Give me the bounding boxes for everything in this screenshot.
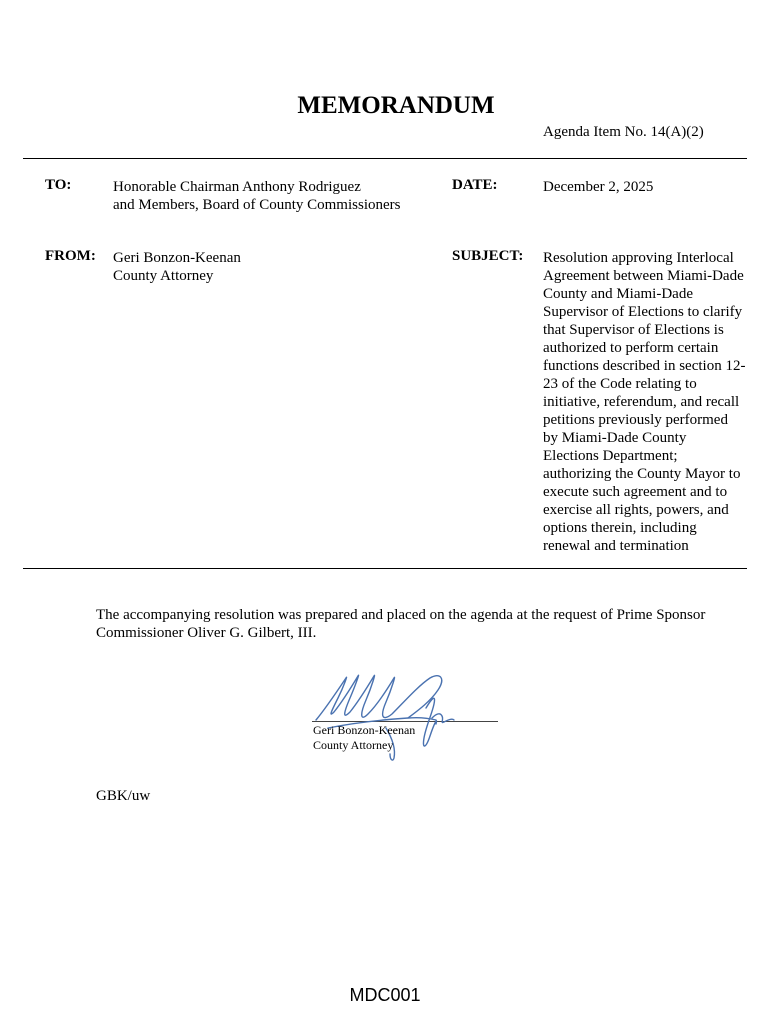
subject-line: exercise all rights, powers, and xyxy=(543,502,729,518)
subject-line: County and Miami-Dade xyxy=(543,286,693,302)
handwritten-signature xyxy=(308,668,468,768)
body-line: The accompanying resolution was prepared and placed on the agenda at the request of Prime Sponsor xyxy=(96,607,706,623)
body-paragraph xyxy=(96,606,705,642)
subject-line: Agreement between Miami-Dade xyxy=(543,268,744,284)
subject-line: petitions previously performed xyxy=(543,412,728,428)
signatory-block xyxy=(313,723,415,753)
subject-line: that Supervisor of Elections is xyxy=(543,322,724,338)
from-line: County Attorney xyxy=(113,268,214,284)
signatory-title: County Attorney xyxy=(313,738,394,752)
document-code: MDC001 xyxy=(349,985,421,1005)
signatory-name: Geri Bonzon-Keenan xyxy=(313,723,416,737)
subject-label: SUBJECT: xyxy=(452,248,524,264)
subject-line: Elections Department; xyxy=(543,448,678,464)
body-line: Commissioner Oliver G. Gilbert, III. xyxy=(96,625,317,641)
memo-title: MEMORANDUM xyxy=(297,92,495,119)
bottom-divider xyxy=(23,568,747,569)
signature-stroke xyxy=(423,698,436,746)
from-value xyxy=(113,249,241,285)
signature-stroke xyxy=(316,675,442,720)
subject-value xyxy=(543,249,745,555)
subject-line: authorizing the County Mayor to xyxy=(543,466,741,482)
to-label: TO: xyxy=(45,177,72,193)
from-label: FROM: xyxy=(45,248,96,264)
agenda-item-number: Agenda Item No. 14(A)(2) xyxy=(543,124,704,140)
date-label: DATE: xyxy=(452,177,498,193)
to-line: and Members, Board of County Commissioners xyxy=(113,197,401,213)
to-value xyxy=(113,178,400,214)
from-line: Geri Bonzon-Keenan xyxy=(113,250,241,266)
subject-line: Resolution approving Interlocal xyxy=(543,250,734,266)
to-line: Honorable Chairman Anthony Rodriguez xyxy=(113,179,361,195)
date-value: December 2, 2025 xyxy=(543,179,654,195)
subject-line: initiative, referendum, and recall xyxy=(543,394,740,410)
subject-line: execute such agreement and to xyxy=(543,484,728,500)
subject-line: functions described in section 12- xyxy=(543,358,746,374)
typist-initials: GBK/uw xyxy=(96,788,151,804)
subject-line: 23 of the Code relating to xyxy=(543,376,697,392)
top-divider xyxy=(23,158,747,159)
subject-line: authorized to perform certain xyxy=(543,340,719,356)
subject-line: options therein, including xyxy=(543,520,697,536)
subject-line: by Miami-Dade County xyxy=(543,430,687,446)
subject-line: Supervisor of Elections to clarify xyxy=(543,304,743,320)
subject-line: renewal and termination xyxy=(543,538,689,554)
